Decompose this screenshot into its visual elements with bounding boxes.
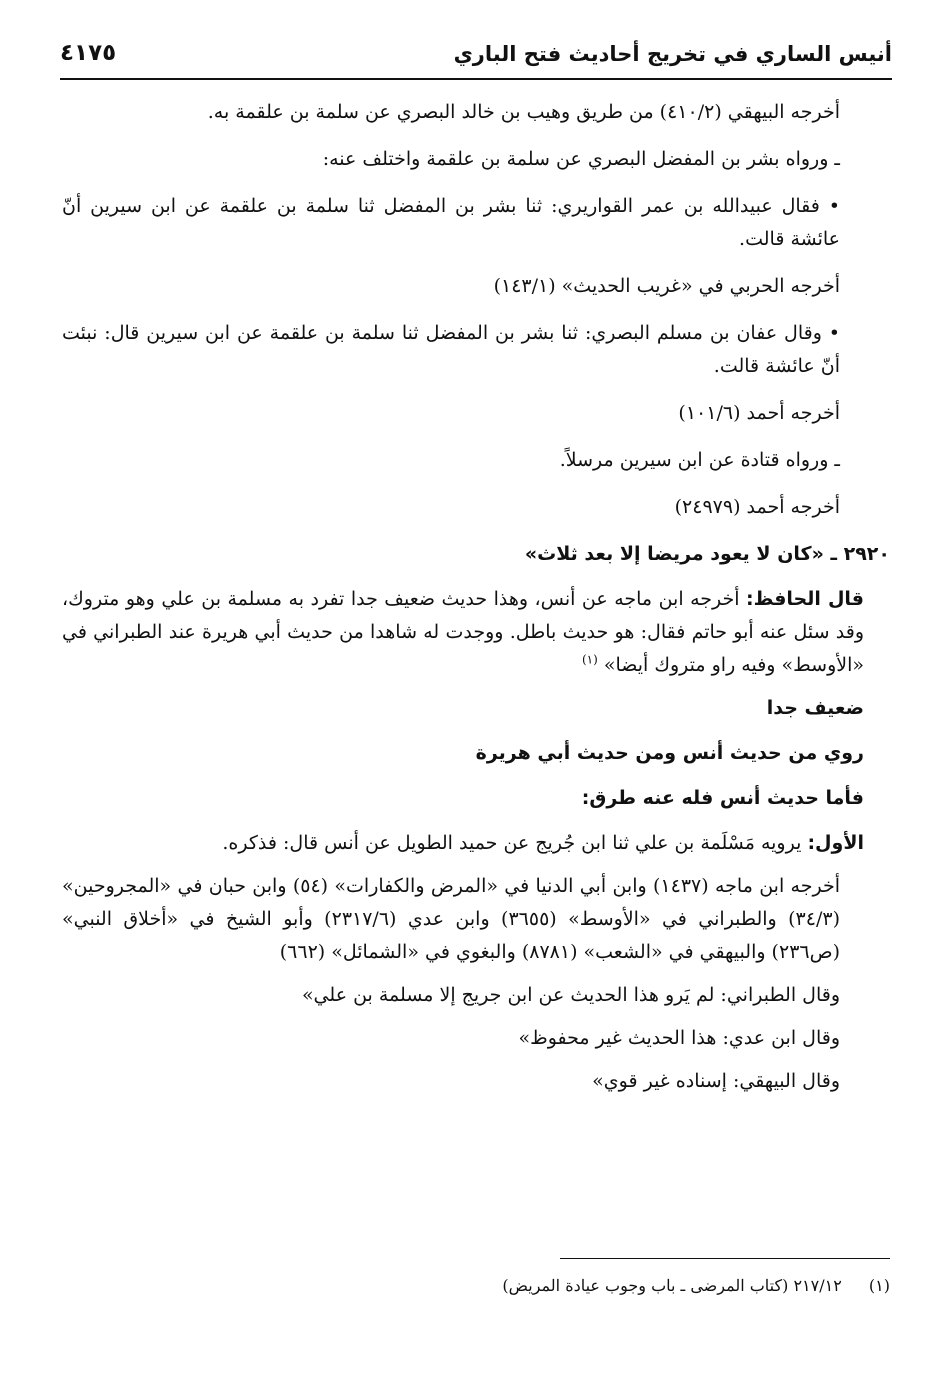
paragraph-affan: • وقال عفان بن مسلم البصري: ثنا بشر بن المفضل ثنا سلمة بن علقمة عن ابن سيرين قال: نبئت أنّ عائشة قالت. [62, 322, 840, 377]
grade-heading: ضعيف جدا [766, 697, 864, 719]
paragraph-qatada: ـ ورواه قتادة عن ابن سيرين مرسلاً. [559, 449, 840, 471]
running-title: أنيس الساري في تخريج أحاديث فتح الباري [453, 42, 892, 66]
paragraph-takhrij-bayhaqi: أخرجه البيهقي (٤١٠/٢) من طريق وهيب بن خالد البصري عن سلمة بن علقمة به. [207, 101, 840, 123]
first-label: الأول: [807, 832, 864, 854]
paragraph-takhrij-harbi: أخرجه الحربي في «غريب الحديث» (١٤٣/١) [493, 275, 840, 297]
page-body [62, 96, 890, 1108]
footnote-reference: (١) [581, 652, 598, 667]
paragraph-hafiz [62, 583, 890, 682]
footnote-text: ٢١٧/١٢ (كتاب المرضى ـ باب وجوب عيادة المريض) [502, 1276, 842, 1295]
paragraph-first-tariq [62, 827, 890, 860]
hadith-heading: ٢٩٢٠ ـ «كان لا يعود مريضا إلا بعد ثلاث» [524, 543, 890, 565]
footnote-marker: (١) [868, 1276, 890, 1295]
paragraph-takhrij-ahmad-1: أخرجه أحمد (١٠١/٦) [678, 402, 840, 424]
footnote [62, 1274, 890, 1298]
paragraph-takhrij-list: أخرجه ابن ماجه (١٤٣٧) وابن أبي الدنيا في «المرض والكفارات» (٥٤) وابن حبان في «المجروحين» (٣٤/٣) والطبراني في «الأوسط» (٣٦٥٥) وابن عدي (٢٣١٧/٦) وأبو الشيخ في «أخلاق النبي» (ص٢٣٦) والبيهقي في «الشعب» (٨٧٨١) والبغوي في «الشمائل» (٦٦٢) [62, 875, 840, 963]
anas-heading: فأما حديث أنس فله عنه طرق: [581, 787, 864, 809]
paragraph-ibn-adi: وقال ابن عدي: هذا الحديث غير محفوظ» [518, 1027, 840, 1049]
first-text: يرويه مَسْلَمة بن علي ثنا ابن جُريج عن حميد الطويل عن أنس قال: فذكره. [222, 832, 802, 854]
paragraph-tabarani: وقال الطبراني: لم يَرو هذا الحديث عن ابن جريج إلا مسلمة بن علي» [301, 984, 840, 1006]
paragraph-bishr-riwaya: ـ ورواه بشر بن المفضل البصري عن سلمة بن علقمة واختلف عنه: [322, 148, 840, 170]
hafiz-label: قال الحافظ: [746, 588, 865, 610]
paragraph-bayhaqi: وقال البيهقي: إسناده غير قوي» [592, 1070, 840, 1092]
page-number: ٤١٧٥ [60, 40, 117, 66]
paragraph-takhrij-ahmad-2: أخرجه أحمد (٢٤٩٧٩) [674, 496, 840, 518]
rawi-heading: روي من حديث أنس ومن حديث أبي هريرة [475, 742, 864, 764]
paragraph-qawariri: • فقال عبيدالله بن عمر القواريري: ثنا بشر بن المفضل ثنا سلمة بن علقمة عن ابن سيرين أنّ عائشة قالت. [62, 195, 840, 250]
page-header [60, 38, 892, 80]
hafiz-text: أخرجه ابن ماجه عن أنس، وهذا حديث ضعيف جدا تفرد به مسلمة بن علي وهو متروك، وقد سئل عنه أبو حاتم فقال: هو حديث باطل. ووجدت له شاهدا من حديث أبي هريرة عند الطبراني في «الأوسط» وفيه راو متروك أيضا» [62, 588, 864, 676]
footnote-divider [560, 1258, 890, 1259]
